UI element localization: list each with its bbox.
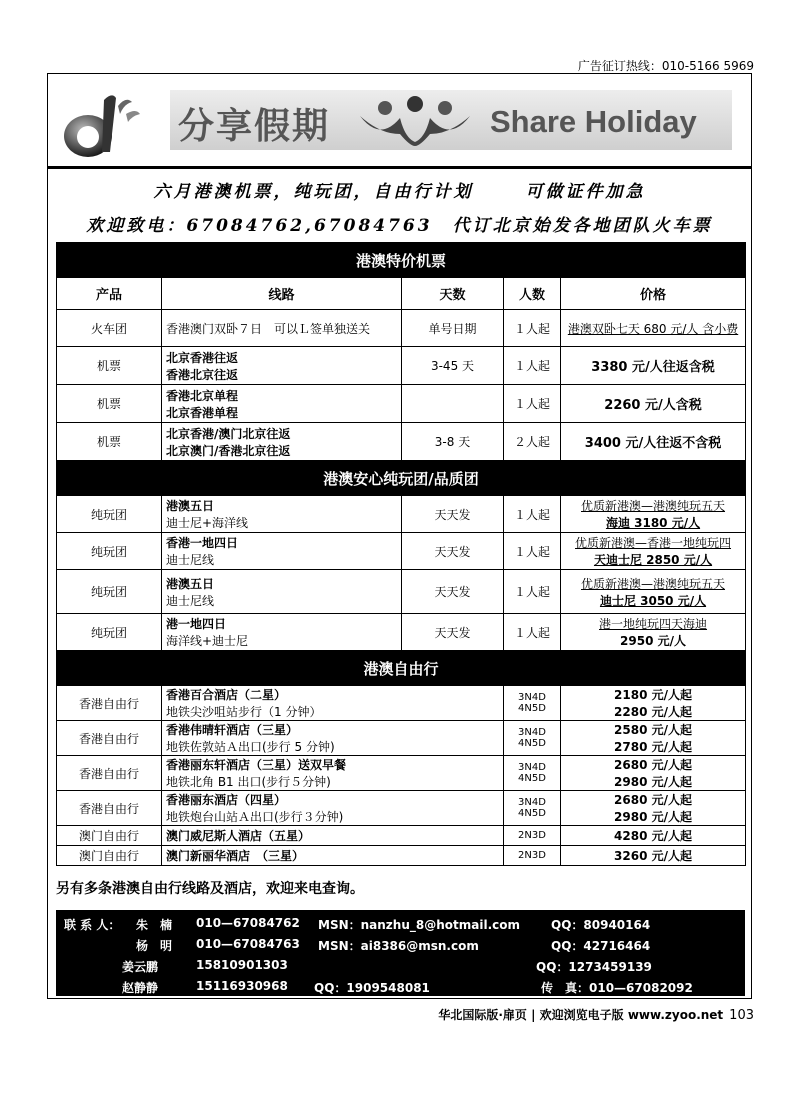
route-line: 北京澳门/香港北京往返 [166,443,291,458]
contact-row [56,937,745,955]
price-cell [561,533,746,570]
days-line: 3N4D [518,762,546,773]
price-cell [561,614,746,651]
route-line: 地铁尖沙咀站步行（1 分钟） [166,705,322,719]
advert-frame [47,73,752,999]
contact-row [56,916,745,934]
people-cell: １人起 [504,533,561,570]
route-line: 港一地四日 [166,617,227,631]
price-line: 2950 元/人 [620,634,686,648]
ad-hotline: 广告征订热线：010-5166 5969 [577,59,754,73]
product-cell: 机票 [57,347,162,385]
price-line: 2680 元/人起 [614,758,692,772]
people-cell: １人起 [504,570,561,614]
route-line: 北京香港往返 [166,350,239,365]
table-row [57,846,746,866]
days-line: 3N4D [518,692,546,703]
days-cell: 天天发 [402,614,504,651]
price-cell [561,496,746,533]
days-line: 4N5D [518,773,546,784]
route-line: 地铁佐敦站Ａ出口(步行 5 分钟) [166,740,335,754]
price-cell: 3380 元/人往返含税 [561,347,746,385]
contact-label: 联 系 人： [64,918,121,932]
days-cell: 3-8 天 [402,423,504,461]
route-line: 迪士尼线 [166,593,215,608]
section-title-free: 港澳自由行 [57,651,746,686]
table-row [57,686,746,721]
table-row [57,310,746,347]
route-line: 北京香港/澳门北京往返 [166,426,291,441]
price-cell [561,791,746,826]
route-line: 香港丽东轩酒店（三星）送双早餐 [166,758,347,772]
product-cell: 香港自由行 [57,791,162,826]
price-line: 天迪士尼 2850 元/人 [593,553,713,567]
table-row [57,496,746,533]
price-line: 2780 元/人起 [614,740,692,754]
route-cell [162,423,402,461]
contact-name: 姜云鹏 [122,960,159,974]
days-line: 4N5D [518,703,546,714]
product-cell: 纯玩团 [57,614,162,651]
col-product: 产品 [57,278,162,310]
days-cell: 天天发 [402,533,504,570]
days-cell [504,686,561,721]
contact-phone: 15116930968 [196,979,288,993]
people-logo-icon [350,94,480,146]
price-line: 优质新港澳—港澳纯玩五天 [581,499,726,513]
contact-phone: 010—67084763 [196,937,300,951]
days-cell: 单号日期 [402,310,504,347]
days-line: 4N5D [518,808,546,819]
contact-phone: 15810901303 [196,958,288,972]
table-row [57,533,746,570]
promo-line-1 [48,177,751,202]
route-cell: 澳门新丽华酒店 （三星） [162,846,504,866]
price-cell: 2260 元/人含税 [561,385,746,423]
route-line: 地铁北角 B1 出口(步行５分钟) [166,775,331,789]
route-cell: 香港澳门双卧７日 可以Ｌ签单独送关 [162,310,402,347]
contact-qq: QQ：80940164 [551,918,651,932]
people-cell: ２人起 [504,423,561,461]
price-cell [561,721,746,756]
price-cell [561,686,746,721]
route-line: 地铁炮台山站Ａ出口(步行３分钟) [166,810,344,824]
route-line: 香港丽东酒店（四星） [166,793,287,807]
table-row [57,791,746,826]
route-cell [162,533,402,570]
product-cell: 纯玩团 [57,570,162,614]
table-row [57,423,746,461]
days-cell: 天天发 [402,570,504,614]
contact-msn: MSN：ai8386@msn.com [318,939,479,953]
route-line: 香港伟晴轩酒店（三星） [166,723,299,737]
route-line: 北京香港单程 [166,405,239,420]
route-cell [162,791,504,826]
contact-qq: QQ：42716464 [551,939,651,953]
product-cell: 纯玩团 [57,496,162,533]
brand-banner [48,74,751,169]
route-cell [162,570,402,614]
contact-qq: QQ：1273459139 [536,960,652,974]
price-line: 2580 元/人起 [614,723,692,737]
brand-name-cn: 分享假期 [178,106,331,147]
product-cell: 纯玩团 [57,533,162,570]
route-cell [162,614,402,651]
promo-urgent: 可做证件加急 [525,182,646,202]
people-cell: １人起 [504,310,561,347]
price-line: 2980 元/人起 [614,775,692,789]
more-routes-note: 另有多条港澳自由行线路及酒店，欢迎来电查询。 [56,881,364,897]
price-line: 2980 元/人起 [614,810,692,824]
route-line: 港澳五日 [166,499,215,513]
days-line: 3N4D [518,797,546,808]
route-cell [162,756,504,791]
table-row [57,826,746,846]
table-row [57,570,746,614]
route-line: 港澳五日 [166,576,215,591]
col-people: 人数 [504,278,561,310]
product-cell: 火车团 [57,310,162,347]
days-cell: 天天发 [402,496,504,533]
contact-row [56,979,745,997]
price-cell: 3260 元/人起 [561,846,746,866]
price-cell: 3400 元/人往返不含税 [561,423,746,461]
people-cell: １人起 [504,496,561,533]
product-cell: 机票 [57,423,162,461]
price-line: 优质新港澳—香港一地纯玩四 [575,536,732,550]
page-number: 103 [729,1008,754,1023]
route-cell [162,496,402,533]
contact-phone: 010—67084762 [196,916,300,930]
people-cell: １人起 [504,614,561,651]
product-cell: 香港自由行 [57,756,162,791]
route-line: 迪士尼+海洋线 [166,516,249,530]
promo-line-2: 欢迎致电：67084762,67084763 代订北京始发各地团队火车票 [86,216,713,236]
contact-msn: MSN：nanzhu_8@hotmail.com [318,918,521,932]
brand-name-en: Share Holiday [490,104,697,139]
contact-row [56,958,745,976]
page-footer [438,1006,754,1023]
price-line: 优质新港澳—港澳纯玩五天 [581,576,726,591]
days-cell [504,721,561,756]
price-table [56,242,746,866]
section-title-tours: 港澳安心纯玩团/品质团 [57,461,746,496]
days-cell: 3-45 天 [402,347,504,385]
price-line: 2280 元/人起 [614,705,692,719]
col-route: 线路 [162,278,402,310]
contact-name: 朱 楠 [136,918,173,932]
table-row [57,385,746,423]
days-line: 4N5D [518,738,546,749]
product-cell: 澳门自由行 [57,826,162,846]
product-cell: 机票 [57,385,162,423]
table-row [57,614,746,651]
table-row [57,756,746,791]
route-cell [162,347,402,385]
brand-strip [170,90,732,150]
d-logo-icon [60,92,142,160]
route-line: 香港北京往返 [166,367,239,382]
col-price: 价格 [561,278,746,310]
contact-qq-extra: QQ：1909548081 [314,981,430,995]
price-cell: 4280 元/人起 [561,826,746,846]
price-line: 迪士尼 3050 元/人 [599,593,707,608]
route-line: 香港一地四日 [166,536,239,550]
days-cell [402,385,504,423]
price-cell [561,756,746,791]
route-cell [162,721,504,756]
table-row [57,721,746,756]
price-line: 2180 元/人起 [614,688,692,702]
section-title-flights: 港澳特价机票 [57,243,746,278]
product-cell: 香港自由行 [57,686,162,721]
route-line: 香港百合酒店（二星） [166,688,287,702]
footer-text: 华北国际版·扉页 | 欢迎浏览电子版 www.zyoo.net [438,1008,724,1022]
days-cell [504,756,561,791]
price-line: 2680 元/人起 [614,793,692,807]
people-cell: １人起 [504,347,561,385]
price-line: 港一地纯玩四天海迪 [599,617,708,631]
table-row [57,347,746,385]
route-line: 香港北京单程 [166,388,239,403]
contact-fax: 传 真：010—67082092 [541,981,693,995]
contact-name: 赵静静 [122,981,159,995]
route-cell [162,686,504,721]
price-cell [561,570,746,614]
route-line: 迪士尼线 [166,553,215,567]
product-cell: 香港自由行 [57,721,162,756]
product-cell: 澳门自由行 [57,846,162,866]
days-cell: 2N3D [504,846,561,866]
col-days: 天数 [402,278,504,310]
contact-name: 杨 明 [136,939,173,953]
days-cell: 2N3D [504,826,561,846]
contact-panel [56,910,745,996]
people-cell: １人起 [504,385,561,423]
route-cell [162,385,402,423]
price-cell: 港澳双卧七天 680 元/人 含小费 [561,310,746,347]
route-cell: 澳门威尼斯人酒店（五星） [162,826,504,846]
days-cell [504,791,561,826]
days-line: 3N4D [518,727,546,738]
promo-products: 六月港澳机票，纯玩团，自由行计划 [153,182,474,202]
price-line: 海迪 3180 元/人 [605,516,701,530]
route-line: 海洋线+迪士尼 [166,634,249,648]
